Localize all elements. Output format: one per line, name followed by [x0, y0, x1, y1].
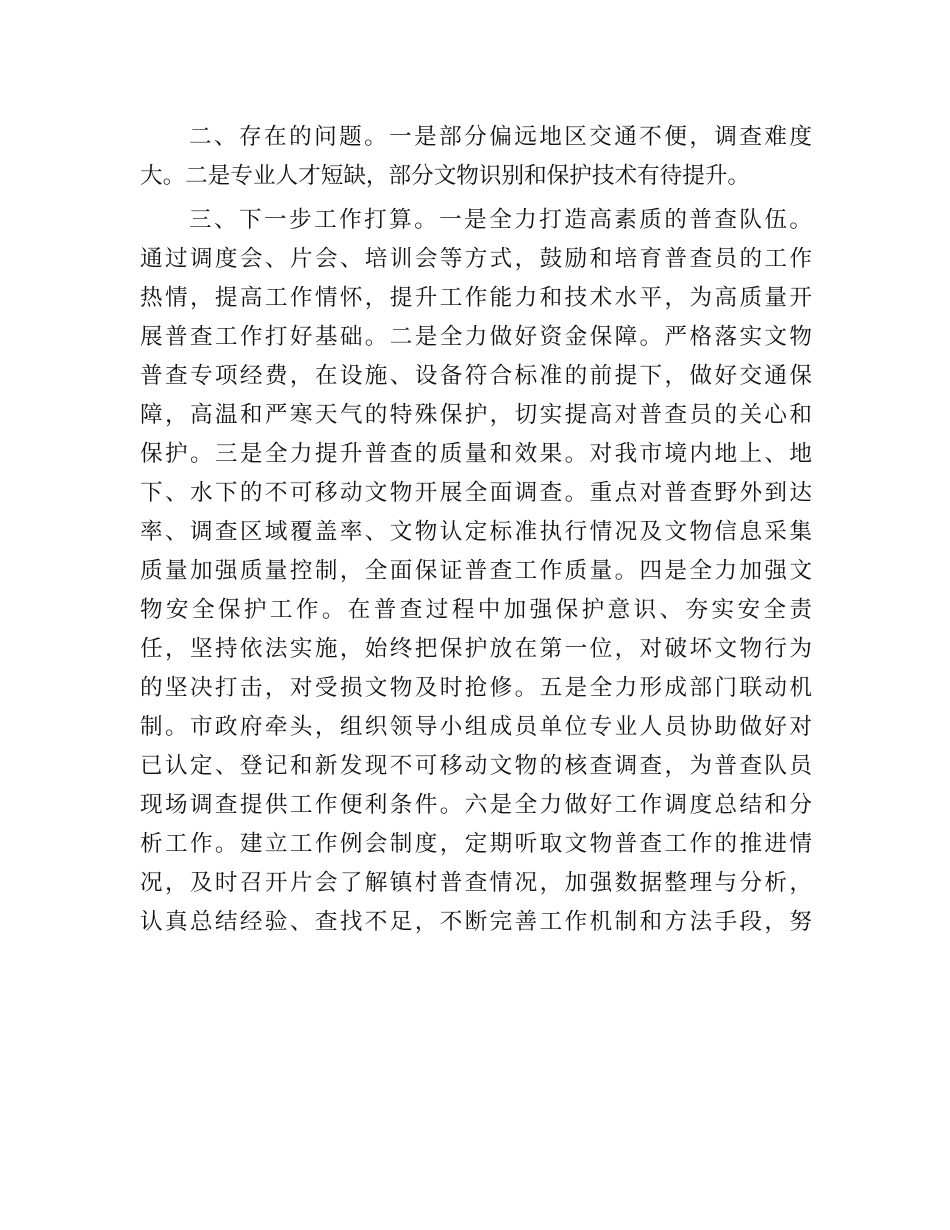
text-line: 析工作。建立工作例会制度，定期听取文物普查工作的推进情: [140, 831, 812, 857]
text-line: 率、调查区域覆盖率、文物认定标准执行情况及文物信息采集: [140, 519, 812, 545]
text-line: 障，高温和严寒天气的特殊保护，切实提高对普查员的关心和: [140, 402, 812, 428]
text-line: 质量加强质量控制，全面保证普查工作质量。四是全力加强文: [140, 558, 812, 584]
text-line: 已认定、登记和新发现不可移动文物的核查调查，为普查队员: [140, 753, 812, 779]
paragraph-next-steps: [140, 201, 812, 942]
text-line: 三、下一步工作打算。一是全力打造高素质的普查队伍。: [189, 207, 812, 233]
text-line: 的坚决打击，对受损文物及时抢修。五是全力形成部门联动机: [140, 675, 812, 701]
text-line: 物安全保护工作。在普查过程中加强保护意识、夯实安全责: [140, 597, 812, 623]
text-line: 保护。三是全力提升普查的质量和效果。对我市境内地上、地: [140, 441, 812, 467]
text-line: 现场调查提供工作便利条件。六是全力做好工作调度总结和分: [140, 792, 812, 818]
text-line: 制。市政府牵头，组织领导小组成员单位专业人员协助做好对: [140, 714, 812, 740]
text-line: 下、水下的不可移动文物开展全面调查。重点对普查野外到达: [140, 480, 812, 506]
text-line: 认真总结经验、查找不足，不断完善工作机制和方法手段，努: [140, 909, 812, 935]
paragraph-problems: [140, 118, 812, 196]
text-line: 况，及时召开片会了解镇村普查情况，加强数据整理与分析，: [140, 870, 812, 896]
text-line: 二、存在的问题。一是部分偏远地区交通不便，调查难度: [189, 124, 812, 150]
document-body: [140, 118, 812, 942]
text-line: 大。二是专业人才短缺，部分文物识别和保护技术有待提升。: [140, 163, 751, 189]
text-line: 普查专项经费，在设施、设备符合标准的前提下，做好交通保: [140, 363, 812, 389]
text-line: 任，坚持依法实施，始终把保护放在第一位，对破坏文物行为: [140, 636, 812, 662]
text-line: 展普查工作打好基础。二是全力做好资金保障。严格落实文物: [140, 324, 812, 350]
text-line: 通过调度会、片会、培训会等方式，鼓励和培育普查员的工作: [140, 246, 812, 272]
text-line: 热情，提高工作情怀，提升工作能力和技术水平，为高质量开: [140, 285, 812, 311]
